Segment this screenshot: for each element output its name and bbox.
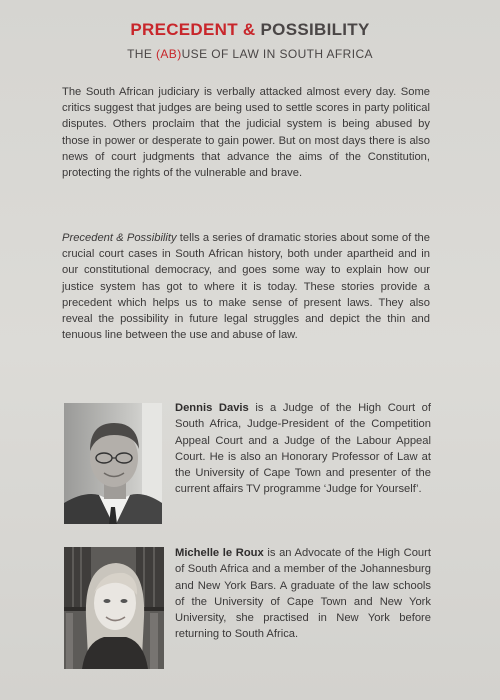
author-bio-dennis-davis — [175, 400, 431, 498]
book-subtitle — [0, 47, 500, 61]
blurb-book-title: Precedent & Possibility — [62, 232, 177, 244]
author-bio-text: is an Advocate of the High Court of South Africa and a member of the Johannesburg and New York Bars. A graduate of the law schools of the University of Cape Town and New York University, she practised in New York before returning to South Africa. — [175, 547, 431, 641]
author-name-michelle-le-roux: Michelle le Roux — [175, 547, 264, 559]
portrait-woman-image — [64, 547, 164, 669]
author-name-dennis-davis: Dennis Davis — [175, 402, 249, 414]
title-part-possibility: POSSIBILITY — [260, 20, 370, 39]
blurb-paragraph-2-text: tells a series of dramatic stories about some of the crucial court cases in South African history, both under apartheid and in our constitutional democracy, and goes some way to explain how our justice system has got to where it is today. These stories provide a precedent which helps us to make sense of present laws. They also reveal the possibility in future legal struggles and depict the thin and tenuous line between the use and abuse of law. — [62, 232, 430, 342]
author-bio-text: is a Judge of the High Court of South Africa, Judge-President of the Competition Appeal Court and a Judge of the Labour Appeal Court. He is also an Honorary Professor of Law at the University of Cape Town and presenter of the current affairs TV programme ‘Judge for Yourself’. — [175, 402, 431, 496]
author-photo-dennis-davis — [64, 403, 162, 524]
author-bio-michelle-le-roux — [175, 545, 431, 643]
subtitle-prefix: THE — [127, 47, 156, 61]
blurb-paragraph-2 — [62, 230, 430, 343]
subtitle-highlight: (AB) — [156, 47, 182, 61]
book-title — [0, 20, 500, 40]
title-part-precedent: PRECEDENT & — [130, 20, 261, 39]
blurb-paragraph-1: The South African judiciary is verbally attacked almost every day. Some critics suggest that judges are being used to settle scores in party political disputes. Others proclaim that the judicial system is being abused by those in power or desperate to gain power. But on most days there is also news of court judgments that advance the aims of the Constitution, protecting the rights of the vulnerable and brave. — [62, 86, 430, 180]
author-photo-michelle-le-roux — [64, 547, 164, 669]
portrait-man-image — [64, 403, 162, 524]
subtitle-suffix: USE OF LAW IN SOUTH AFRICA — [181, 47, 373, 61]
